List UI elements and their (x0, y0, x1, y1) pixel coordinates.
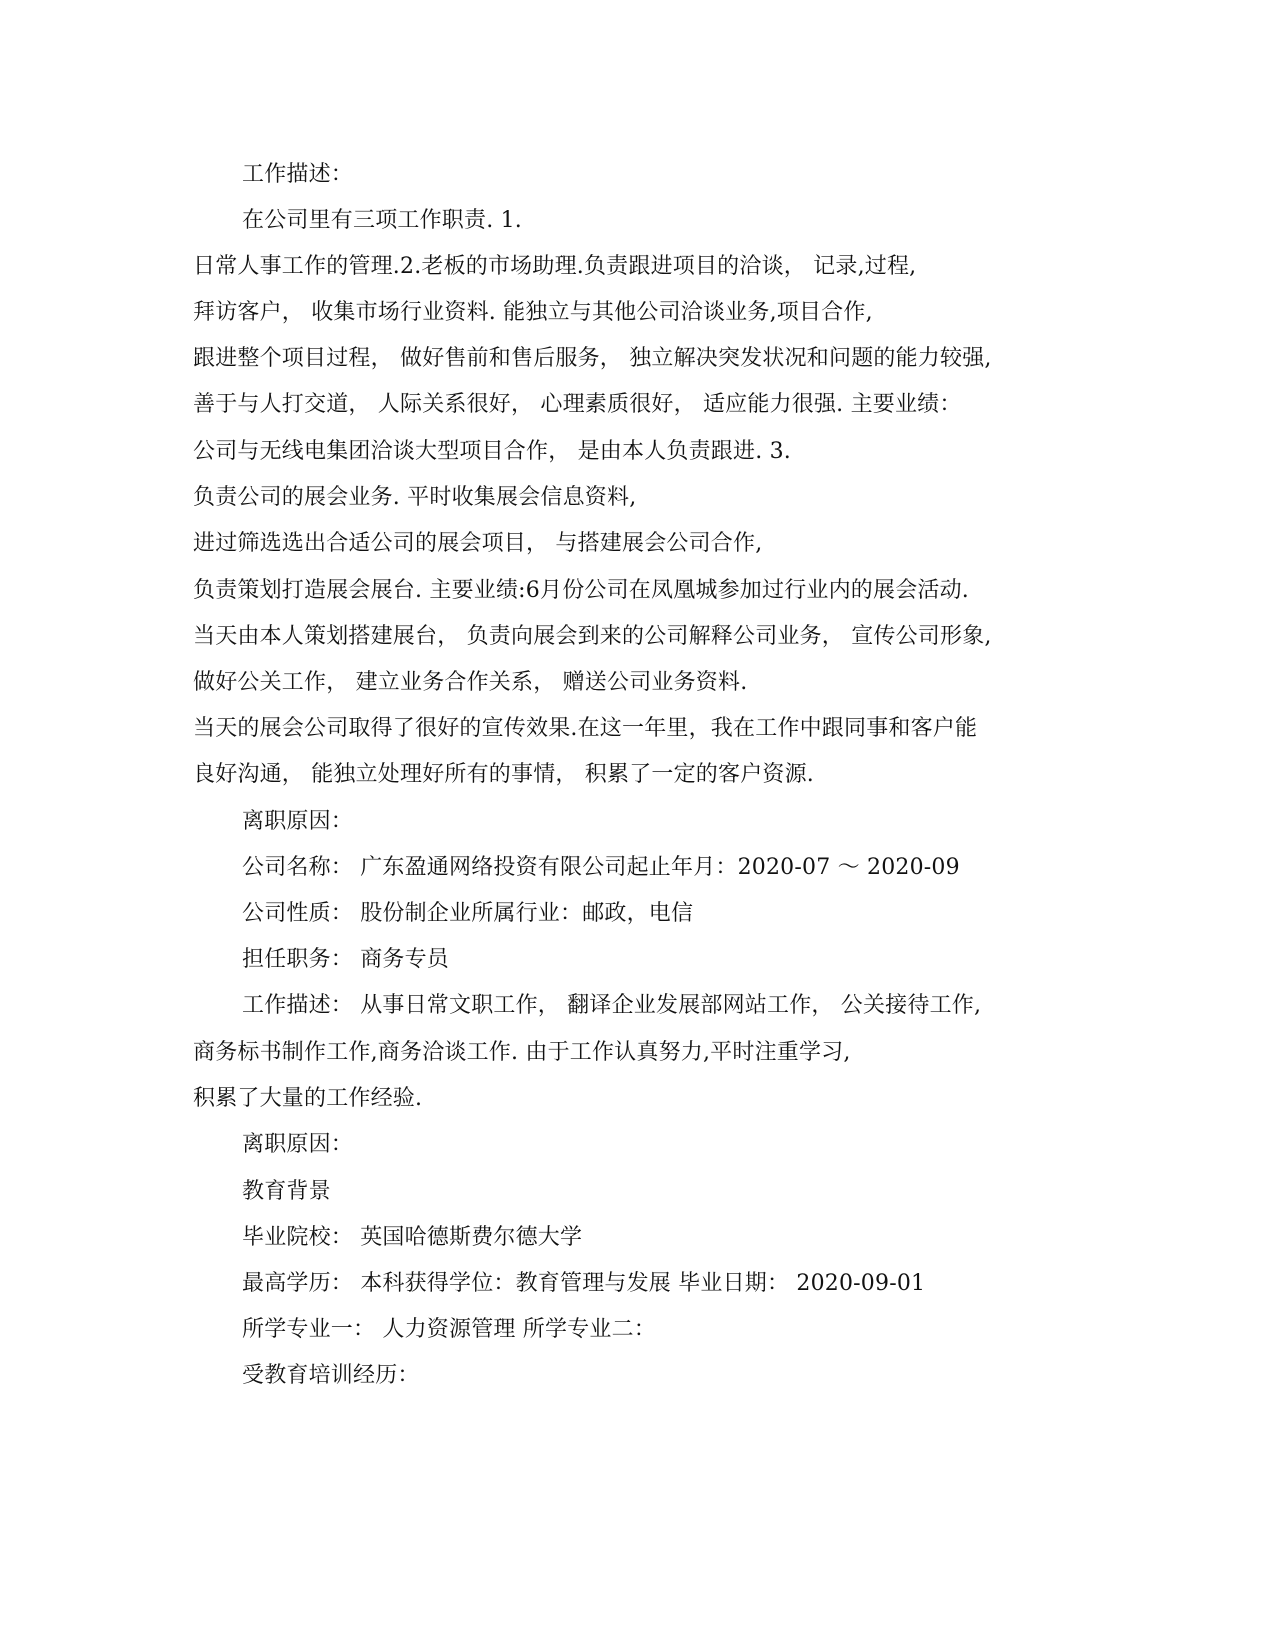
text-line: 公司名称： 广东盈通网络投资有限公司起止年月：2020-07 ～ 2020-09 (242, 855, 960, 880)
text-line: 所学专业一： 人力资源管理 所学专业二： (242, 1317, 656, 1342)
text-line: 毕业院校： 英国哈德斯费尔德大学 (242, 1225, 583, 1250)
text-line: 进过筛选选出合适公司的展会项目， 与搭建展会公司合作, (193, 531, 763, 556)
text-line: 积累了大量的工作经验. (193, 1086, 423, 1111)
text-line: 担任职务： 商务专员 (242, 947, 449, 972)
text-line: 商务标书制作工作,商务洽谈工作. 由于工作认真努力,平时注重学习, (193, 1040, 851, 1065)
text-line: 负责策划打造展会展台. 主要业绩:6月份公司在凤凰城参加过行业内的展会活动. (193, 578, 969, 603)
text-line: 工作描述： (242, 162, 354, 187)
text-line: 在公司里有三项工作职责. 1. (242, 208, 522, 233)
text-line: 当天的展会公司取得了很好的宣传效果.在这一年里，我在工作中跟同事和客户能 (193, 716, 978, 741)
text-line: 受教育培训经历： (242, 1363, 420, 1388)
text-line: 公司与无线电集团洽谈大型项目合作， 是由本人负责跟进. 3. (193, 439, 791, 464)
text-line: 离职原因： (242, 1132, 354, 1157)
text-line: 教育背景 (242, 1179, 331, 1204)
text-line: 公司性质： 股份制企业所属行业：邮政，电信 (242, 901, 694, 926)
text-line: 跟进整个项目过程， 做好售前和售后服务， 独立解决突发状况和问题的能力较强, (193, 346, 992, 371)
text-line: 当天由本人策划搭建展台， 负责向展会到来的公司解释公司业务， 宣传公司形象, (193, 624, 992, 649)
text-line: 做好公关工作， 建立业务合作关系， 赠送公司业务资料. (193, 670, 748, 695)
text-line: 工作描述： 从事日常文职工作， 翻译企业发展部网站工作， 公关接待工作, (242, 993, 982, 1018)
text-line: 离职原因： (242, 809, 354, 834)
text-line: 日常人事工作的管理.2.老板的市场助理.负责跟进项目的洽谈， 记录,过程, (193, 254, 917, 279)
text-line: 善于与人打交道， 人际关系很好， 心理素质很好， 适应能力很强. 主要业绩： (193, 392, 962, 417)
text-line: 最高学历： 本科获得学位：教育管理与发展 毕业日期： 2020-09-01 (242, 1271, 926, 1296)
text-line: 拜访客户， 收集市场行业资料. 能独立与其他公司洽谈业务,项目合作, (193, 300, 873, 325)
text-line: 负责公司的展会业务. 平时收集展会信息资料, (193, 485, 637, 510)
text-line: 良好沟通， 能独立处理好所有的事情， 积累了一定的客户资源. (193, 762, 814, 787)
